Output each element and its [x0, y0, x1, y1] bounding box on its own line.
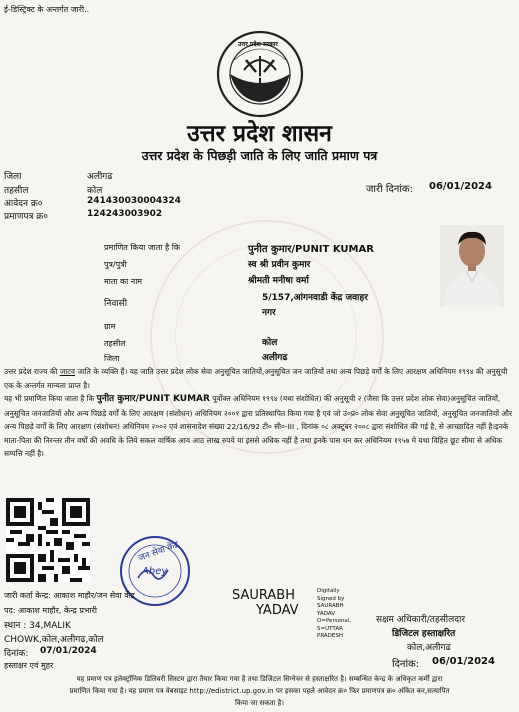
- mother-name: श्रीमती मनीषा वर्मा: [248, 276, 309, 286]
- issue-date-value: 06/01/2024: [429, 181, 492, 192]
- top-note: ई-डिस्ट्रिक्ट के अन्तर्गत जारी..: [4, 5, 90, 14]
- footer-line-2: प्रमाणित किया गया है। यह प्रमाण पत्र वेबसाइट http://edistrict.up.gov.in पर इसका पहले आवेदन क्र० फिर प्रमाणपत्र क्र० अंकित कर,सत्यापित: [69, 687, 450, 695]
- resident-address-line-2: नगर: [262, 308, 276, 318]
- digital-signer-name-1: SAURABH: [232, 588, 295, 603]
- signature-seal-label: हस्ताक्षर एवं मुहर: [4, 661, 54, 670]
- income-paragraph-text-1: यह भी प्रमाणित किया जाता है कि: [4, 394, 97, 403]
- officer-sign-label: डिजिटल हस्ताक्षरित: [392, 629, 456, 639]
- certificate-number-value: 124243003902: [87, 209, 163, 219]
- resident-address-line-1: 5/157,आंगनवाडी केंद्र जवाहर: [262, 293, 368, 303]
- mother-name-label: माता का नाम: [104, 277, 143, 286]
- certificate-title: उत्तर प्रदेश के पिछड़ी जाति के लिए जाति प्रमाण पत्र: [141, 148, 378, 163]
- issuer-place-line-2: CHOWK,कोल,अलीगढ,कोल: [4, 635, 104, 645]
- application-number-label: आवेदन क्र०: [4, 199, 43, 209]
- district-label: जिला: [4, 172, 22, 182]
- details-tehsil-label: तहसील: [104, 339, 126, 348]
- details-tehsil-value: कोल: [262, 338, 278, 348]
- son-of-label: पुत्र/पुत्री: [104, 260, 127, 269]
- issuer-place-line-1: स्थान : 34,MALIK: [4, 621, 71, 631]
- digital-signature-line: S=UTTAR: [317, 625, 343, 632]
- applicant-photo: [440, 225, 504, 307]
- officer-title: सक्षम अधिकारी/तहसीलदार: [376, 615, 466, 625]
- details-district-value: अलीगढ: [262, 353, 288, 363]
- digital-signature-line: SAURABH: [317, 603, 344, 609]
- verification-qr-code: [6, 498, 90, 582]
- details-district-label: जिला: [104, 354, 120, 363]
- certified-label: प्रमाणित किया जाता है कि: [104, 243, 181, 252]
- issuer-date-value: 07/01/2024: [40, 646, 97, 656]
- issue-date-label: जारी दिनांक:: [366, 184, 413, 195]
- district-value: अलीगढ: [87, 172, 113, 182]
- footer-line-1: यह प्रमाण पत्र इलेक्ट्रॉनिक डिलिवरी सिस्टम द्वारा तैयार किया गया है तथा डिजिटल सिग्नेचर से हस्ताक्षरित है। सम्बन्धित केन्द्र के अधिकृत कर्मी द्वारा: [76, 675, 443, 683]
- emblem-text: उत्तर प्रदेश सरकार: [238, 41, 278, 48]
- issuer-date-label: दिनांक:: [4, 649, 29, 659]
- issuer-post: पद: आकाश माहौर, केन्द्र प्रभारी: [4, 606, 97, 615]
- resident-label: निवासी: [104, 299, 128, 309]
- certificate-number-label: प्रमाणपत्र क्र०: [4, 212, 48, 222]
- footer-line-3: किया जा सकता है।: [234, 699, 285, 707]
- digital-signature-line: O=Personal,: [317, 618, 352, 624]
- seal-signature: Abey: [142, 566, 168, 577]
- issuing-center: जारी कर्ता केन्द्र: आकाश माहौर/जन सेवा केंद्र: [4, 591, 135, 600]
- tehsil-value: कोल: [87, 186, 103, 196]
- father-name: स्व श्री प्रवीन कुमार: [248, 260, 311, 270]
- seal-text: जन सेवा केंद्र: [137, 539, 181, 564]
- village-label: ग्राम: [104, 322, 116, 331]
- digital-signature-line: Signed by: [317, 595, 345, 602]
- income-paragraph-text-2: पूर्वोक्त अधिनियम १९९४ (यथा संशोधित) की अनुसूची २ (जैसा कि उत्तर प्रदेश लोक सेवा)अनुसूचित जातियों, अनुसूचित जनजातियों और अन्य पिछड़े वर्गों के लिए आरक्षण (संशोधन) अधिनियम २००१ द्वारा प्रतिस्थापित किया गया है एवं जो उ०प्र० लोक सेवा अनुसूचित जातियों, अनुसूचित जनजातियों और अन्य पिछड़े वर्गों के लिए आरक्षण (संशोधन) अधिनियम २००२ एवं शासनादेश संख्या 22/16/92 टी० सी०-III , दिनांक ०८ अक्टूबर २००८ द्वारा संशोधित की गई है, से आच्छादित नहीं है।इनके माता-पिता की निरन्तर तीन वर्षों की अवधि के लिये सकल वार्षिक आय आठ लाख रुपये या इससे अधिक नहीं है तथा इनके पास धन कर अधिनियम १९५७ मे यथा विहित छूट सीमा से अधिक सम्पत्ति नहीं है।: [4, 394, 512, 458]
- officer-place: कोल,अलीगढ: [407, 643, 451, 653]
- digital-signature-details: [317, 588, 351, 641]
- government-name: उत्तर प्रदेश शासन: [187, 121, 332, 147]
- digital-signature-line: PRADESH: [317, 633, 344, 639]
- officer-date-value: 06/01/2024: [432, 656, 495, 667]
- caste-paragraph: [4, 365, 515, 392]
- officer-date-label: दिनांक:: [392, 659, 420, 670]
- income-paragraph: [4, 392, 515, 461]
- digital-signature-line: Digitally: [317, 588, 340, 594]
- caste-paragraph-text-1: उत्तर प्रदेश राज्य की: [4, 367, 60, 376]
- digital-signature-line: YADAV: [317, 610, 336, 617]
- caste-paragraph-text-2: जाति के व्यक्ति हैं। यह जाति उत्तर प्रदेश लोक सेवा अनुसूचित जातियों,अनुसूचित जन जातियों तथा अन्य पिछड़े वर्गों के लिए आरक्षण अधिनियम १९९४ की अनुसूची एक के अन्तर्गत मान्यता प्राप्त है।: [4, 367, 508, 390]
- income-paragraph-name: पुनीत कुमार/PUNIT KUMAR: [96, 394, 210, 404]
- application-number-value: 241430030004324: [87, 196, 181, 206]
- digital-signer-name-2: YADAV: [256, 603, 299, 618]
- caste-name: जाटव: [59, 367, 76, 376]
- applicant-name: पुनीत कुमार/PUNIT KUMAR: [248, 244, 374, 255]
- tehsil-label: तहसील: [4, 186, 29, 196]
